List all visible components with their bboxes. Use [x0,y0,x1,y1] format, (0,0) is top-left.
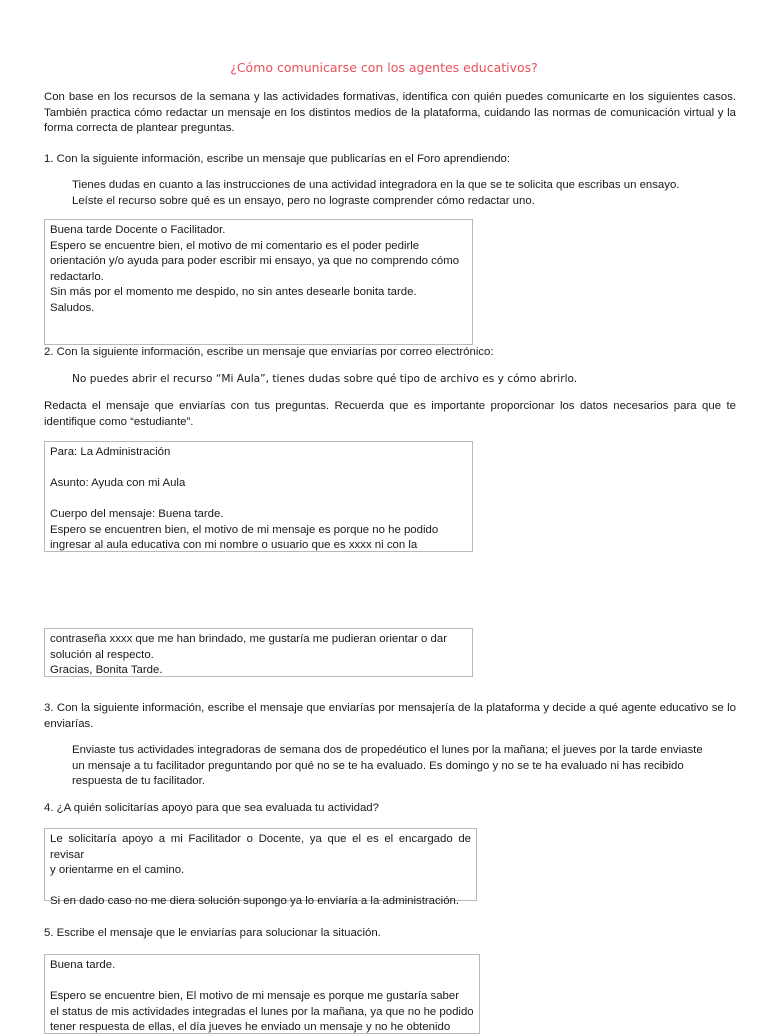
answer-line: orientación y/o ayuda para poder escribir mi ensayo, ya que no comprendo cómo [50,255,460,267]
answer-line: Espero se encuentren bien, el motivo de mi mensaje es porque no he podido [50,523,439,536]
question-4-prompt: 4. ¿A quién solicitarías apoyo para que sea evaluada tu actividad? [44,802,379,814]
answer-line: redactarlo. [50,270,104,283]
question-5-prompt: 5. Escribe el mensaje que le enviarías para solucionar la situación. [44,927,381,939]
answer-line: y orientarme en el camino. [50,864,185,876]
answer-blank-line [50,492,467,508]
answer-line: Buena tarde. [50,959,116,971]
question-1-prompt: 1. Con la siguiente información, escribe un mensaje que publicarías en el Foro aprendiendo: [44,153,511,165]
question-2-scenario: No puedes abrir el recurso “Mi Aula”, tienes dudas sobre qué tipo de archivo es y cómo abrirlo. [72,373,578,385]
answer-line: solución al respecto. [50,648,154,661]
question-5-answer-box [44,954,480,1034]
intro-paragraph: Con base en los recursos de la semana y las actividades formativas, identifica con quién puedes comunicarte en los siguientes casos. También practica cómo redactar un mensaje en los distintos medios de la plataforma, cuidando las normas de comunicación virtual y la forma correcta de plantear preguntas. [44,91,736,134]
answer-line: Espero se encuentre bien, El motivo de mi mensaje es porque me gustaría saber [50,990,460,1002]
answer-line: Asunto: Ayuda con mi Aula [50,477,186,489]
answer-line: Le solicitaría apoyo a mi Facilitador o Docente, ya que el es el encargado de revisar [50,833,471,861]
answer-line: tener respuesta de ellas, el día jueves he enviado un mensaje y no he obtenido [50,1021,451,1033]
answer-blank-line [50,974,474,990]
question-2-instruction: Redacta el mensaje que enviarías con tus preguntas. Recuerda que es importante proporcionar los datos necesarios para que te identifique como “estudiante”. [44,400,736,428]
answer-blank-line [50,879,471,895]
answer-line: Buena tarde Docente o Facilitador. [50,224,226,236]
answer-line: Espero se encuentre bien, el motivo de mi comentario es el poder pedirle [50,239,420,252]
answer-line: Gracias, Bonita Tarde. [50,664,163,676]
question-3-scenario: Enviaste tus actividades integradoras de semana dos de propedéutico el lunes por la mañana; el jueves por la tarde enviaste un mensaje a tu facilitador preguntando por qué no se te ha evaluado. Es domingo y no se te ha evaluado ni has recibido respuesta de tu facilitador. [72,744,703,787]
answer-blank-line [50,461,467,477]
question-2-answer-box-continued [44,628,473,677]
answer-line: contraseña xxxx que me han brindado, me gustaría me pudieran orientar o dar [50,633,448,645]
question-1-scenario [72,178,712,209]
answer-line: Para: La Administración [50,446,171,458]
answer-line: ingresar al aula educativa con mi nombre o usuario que es xxxx ni con la [50,539,418,551]
question-3-prompt: 3. Con la siguiente información, escribe el mensaje que enviarías por mensajería de la plataforma y decide a qué agente educativo se lo enviarías. [44,702,736,730]
scenario-line: Tienes dudas en cuanto a las instrucciones de una actividad integradora en la que se te solicita que escribas un ensayo. [72,179,680,191]
answer-line: Si en dado caso no me diera solución supongo ya lo enviaría a la administración. [50,895,460,907]
answer-line: Sin más por el momento me despido, no sin antes desearle bonita tarde. [50,286,417,298]
answer-line: el status de mis actividades integradas el lunes por la mañana, ya que no he podido [50,1005,474,1018]
question-1-answer-box [44,219,473,345]
scenario-line: Leíste el recurso sobre qué es un ensayo, pero no lograste comprender cómo redactar uno. [72,194,535,207]
answer-line: Saludos. [50,301,95,314]
question-4-answer-box [44,828,477,907]
answer-line: Cuerpo del mensaje: Buena tarde. [50,508,224,520]
page-title: ¿Cómo comunicarse con los agentes educativos? [230,60,538,75]
question-2-answer-box [44,441,473,552]
question-2-prompt: 2. Con la siguiente información, escribe un mensaje que enviarías por correo electrónico: [44,346,494,358]
